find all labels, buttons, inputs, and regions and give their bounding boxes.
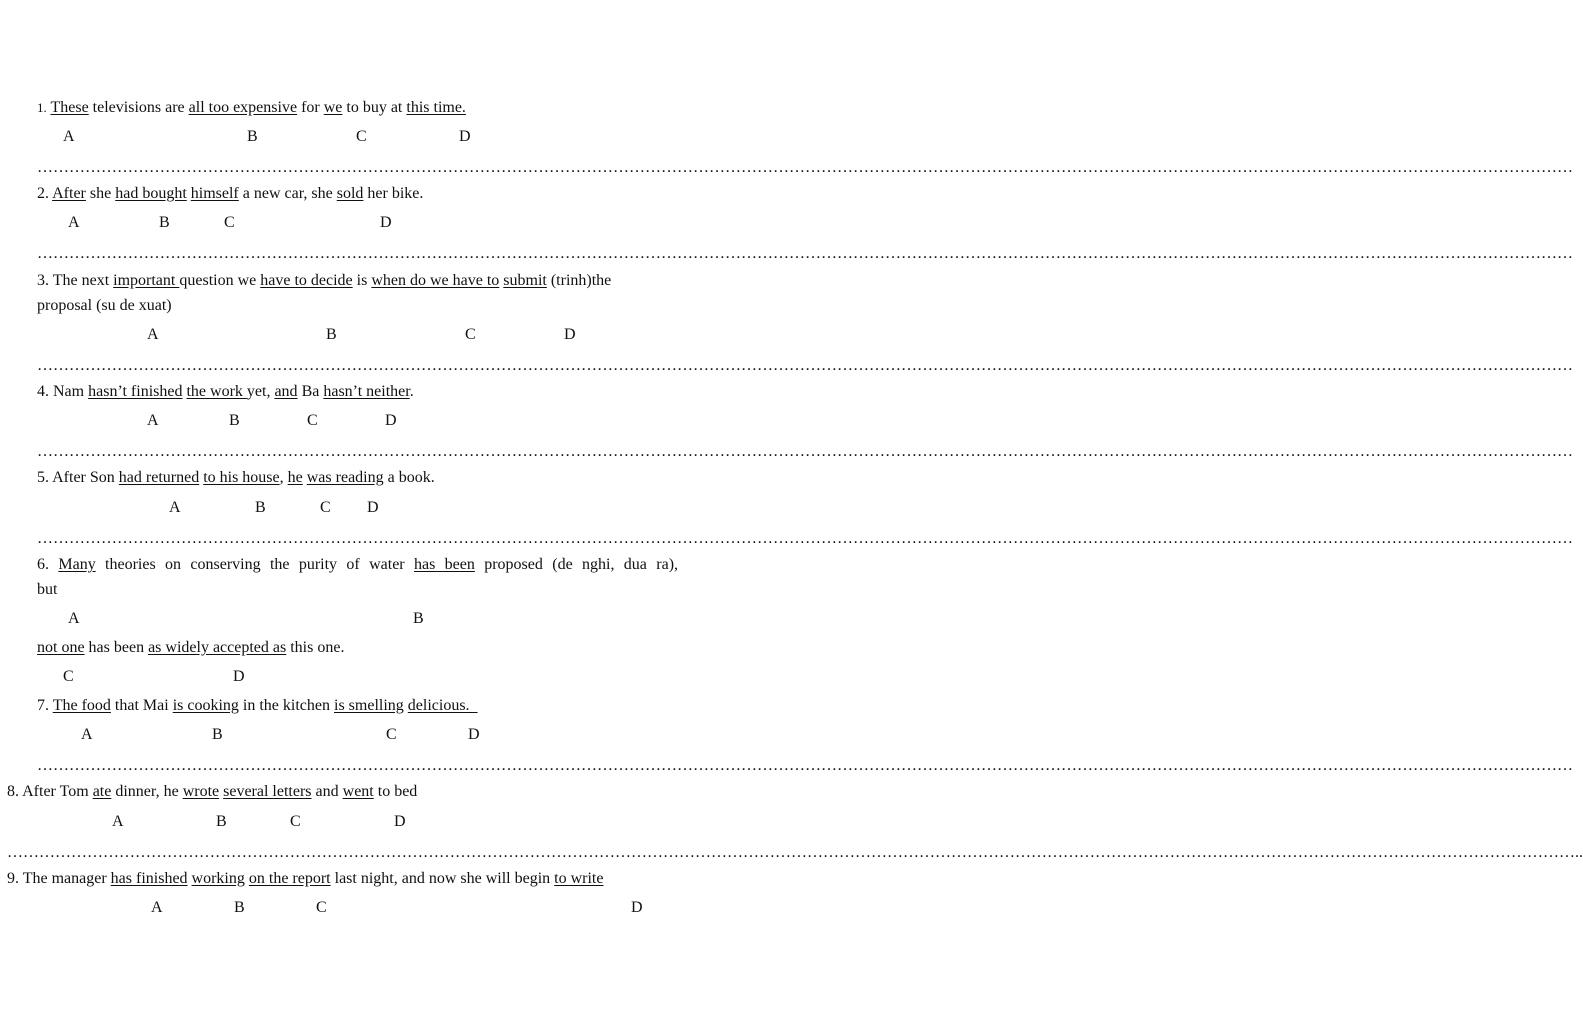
underlined-phrase: not one bbox=[37, 639, 85, 656]
underlined-phrase: These bbox=[50, 99, 89, 116]
underlined-phrase: the work bbox=[186, 383, 247, 400]
question-6 bbox=[37, 555, 678, 575]
underlined-phrase: had returned bbox=[118, 469, 200, 486]
underlined-phrase: hasn’t finished bbox=[88, 383, 183, 400]
option-label-b: B bbox=[212, 726, 223, 743]
sentence-text: has been bbox=[84, 639, 149, 656]
underlined-phrase: has been bbox=[413, 556, 475, 573]
option-label-b: B bbox=[229, 412, 240, 429]
question-number: 4. bbox=[37, 383, 49, 400]
answer-line: ……………………………………………………………………………………………………………………………………………………………………………………………………………………………………………………………… bbox=[37, 530, 1573, 547]
sentence-text: theories on conserving the purity of water bbox=[95, 556, 414, 573]
option-label-c: C bbox=[63, 668, 74, 685]
sentence-text: The manager bbox=[19, 870, 111, 887]
sentence-text: last night, and now she will begin bbox=[330, 870, 555, 887]
option-label-a: A bbox=[147, 326, 159, 343]
sentence-text: . bbox=[409, 383, 414, 400]
option-label-c: C bbox=[224, 214, 235, 231]
underlined-phrase: has finished bbox=[110, 870, 188, 887]
option-label-a: A bbox=[68, 610, 80, 627]
sentence-text: yet, bbox=[246, 383, 275, 400]
option-label-b: B bbox=[247, 128, 258, 145]
underlined-phrase: Many bbox=[58, 556, 96, 573]
underlined-phrase: ate bbox=[92, 783, 112, 800]
question-9 bbox=[7, 869, 603, 889]
underlined-phrase: is smelling bbox=[334, 697, 404, 714]
question-1 bbox=[37, 98, 466, 118]
question-number: 6. bbox=[37, 556, 49, 573]
option-label-d: D bbox=[233, 668, 245, 685]
sentence-text: a book. bbox=[383, 469, 435, 486]
sentence-text: Nam bbox=[49, 383, 89, 400]
question-number: 2. bbox=[37, 185, 49, 202]
question-number: 7. bbox=[37, 697, 49, 714]
question-6-line-2 bbox=[37, 638, 344, 658]
option-label-d: D bbox=[394, 813, 406, 830]
option-label-c: C bbox=[307, 412, 318, 429]
option-label-c: C bbox=[320, 499, 331, 516]
option-label-a: A bbox=[68, 214, 80, 231]
underlined-phrase: submit bbox=[503, 272, 547, 289]
sentence-text: proposed bbox=[474, 556, 553, 573]
question-number: 9. bbox=[7, 870, 19, 887]
underlined-phrase: when do we have to bbox=[371, 272, 500, 289]
underlined-phrase: The food bbox=[52, 697, 111, 714]
underlined-phrase: and bbox=[274, 383, 298, 400]
option-label-d: D bbox=[631, 899, 643, 916]
sentence-text: is bbox=[352, 272, 372, 289]
underlined-phrase: he bbox=[287, 469, 303, 486]
option-label-b: B bbox=[326, 326, 337, 343]
underlined-phrase: delicious. bbox=[407, 697, 478, 714]
sentence-text: After Tom bbox=[19, 783, 93, 800]
underlined-phrase: was reading bbox=[306, 469, 384, 486]
question-3-continuation: proposal (su de xuat) bbox=[37, 297, 172, 314]
option-label-a: A bbox=[112, 813, 124, 830]
underlined-phrase: had bought bbox=[115, 185, 187, 202]
sentence-text bbox=[49, 556, 58, 573]
option-label-d: D bbox=[468, 726, 480, 743]
option-label-c: C bbox=[465, 326, 476, 343]
option-label-a: A bbox=[81, 726, 93, 743]
sentence-text: televisions are bbox=[88, 99, 189, 116]
sentence-text: a new car, she bbox=[238, 185, 337, 202]
sentence-text: to buy at bbox=[342, 99, 407, 116]
option-label-d: D bbox=[367, 499, 379, 516]
sentence-text: question we bbox=[179, 272, 261, 289]
question-2 bbox=[37, 184, 423, 204]
question-number: 1. bbox=[37, 100, 47, 115]
answer-line: ……………………………………………………………………………………………………………………………………………………………………………………………………………………………………………………………… bbox=[37, 357, 1573, 374]
underlined-phrase: After bbox=[52, 185, 86, 202]
option-label-b: B bbox=[413, 610, 424, 627]
answer-line: ……………………………………………………………………………………………………………………………………………………………………………………………………………………………………………………………… bbox=[37, 757, 1573, 774]
underlined-phrase: as widely accepted as bbox=[148, 639, 287, 656]
underlined-phrase: on the report bbox=[248, 870, 331, 887]
sentence-text: Ba bbox=[297, 383, 324, 400]
question-5 bbox=[37, 468, 435, 488]
question-number: 8. bbox=[7, 783, 19, 800]
underlined-phrase: went bbox=[342, 783, 374, 800]
underlined-phrase: himself bbox=[190, 185, 239, 202]
underlined-phrase: working bbox=[191, 870, 245, 887]
sentence-text: (de nghi, dua ra), bbox=[552, 556, 679, 573]
answer-line: ……………………………………………………………………………………………………………………………………………………………………………………………………………………………………………………………… bbox=[37, 443, 1573, 460]
underlined-phrase: wrote bbox=[182, 783, 220, 800]
sentence-text: (trinh)the bbox=[546, 272, 612, 289]
sentence-text: that Mai bbox=[110, 697, 173, 714]
question-6-continuation: but bbox=[37, 581, 58, 598]
sentence-text: dinner, he bbox=[111, 783, 183, 800]
sentence-text: After Son bbox=[49, 469, 119, 486]
option-label-c: C bbox=[316, 899, 327, 916]
sentence-text: in the kitchen bbox=[238, 697, 334, 714]
option-label-a: A bbox=[169, 499, 181, 516]
option-label-d: D bbox=[380, 214, 392, 231]
sentence-text: this one. bbox=[286, 639, 345, 656]
underlined-phrase: have to decide bbox=[260, 272, 353, 289]
underlined-phrase: we bbox=[323, 99, 343, 116]
question-8 bbox=[7, 782, 417, 802]
option-label-d: D bbox=[385, 412, 397, 429]
sentence-text: for bbox=[297, 99, 324, 116]
option-label-c: C bbox=[356, 128, 367, 145]
underlined-phrase: is cooking bbox=[172, 697, 239, 714]
underlined-phrase: important bbox=[113, 272, 180, 289]
answer-line: ……………………………………………………………………………………………………………………………………………………………………………………………………………………………………………………………… bbox=[37, 245, 1573, 262]
option-label-a: A bbox=[63, 128, 75, 145]
sentence-text: The next bbox=[49, 272, 114, 289]
option-label-c: C bbox=[290, 813, 301, 830]
option-label-b: B bbox=[234, 899, 245, 916]
question-3 bbox=[37, 271, 611, 291]
sentence-text: and bbox=[311, 783, 343, 800]
question-7 bbox=[37, 696, 478, 716]
option-label-a: A bbox=[147, 412, 159, 429]
sentence-text: to bed bbox=[373, 783, 418, 800]
sentence-text: , bbox=[279, 469, 288, 486]
underlined-phrase: several letters bbox=[223, 783, 312, 800]
option-label-b: B bbox=[159, 214, 170, 231]
option-label-b: B bbox=[216, 813, 227, 830]
underlined-phrase: this time. bbox=[406, 99, 466, 116]
underlined-phrase: sold bbox=[336, 185, 364, 202]
option-label-a: A bbox=[151, 899, 163, 916]
option-label-d: D bbox=[564, 326, 576, 343]
option-label-b: B bbox=[255, 499, 266, 516]
underlined-phrase: hasn’t neither bbox=[323, 383, 410, 400]
option-label-d: D bbox=[459, 128, 471, 145]
answer-line: ……………………………………………………………………………………………………………………………………………………………………………………………………………………………………………………………… bbox=[37, 159, 1573, 176]
answer-line: …………………………………………………………………………………………………………………………………………………………………………………………………………………………………………………………………….. bbox=[7, 844, 1583, 861]
question-number: 5. bbox=[37, 469, 49, 486]
option-label-c: C bbox=[386, 726, 397, 743]
underlined-phrase: to his house bbox=[203, 469, 280, 486]
sentence-text: she bbox=[85, 185, 116, 202]
question-number: 3. bbox=[37, 272, 49, 289]
sentence-text: her bike. bbox=[363, 185, 424, 202]
underlined-phrase: to write bbox=[554, 870, 604, 887]
question-4 bbox=[37, 382, 414, 402]
underlined-phrase: all too expensive bbox=[188, 99, 298, 116]
